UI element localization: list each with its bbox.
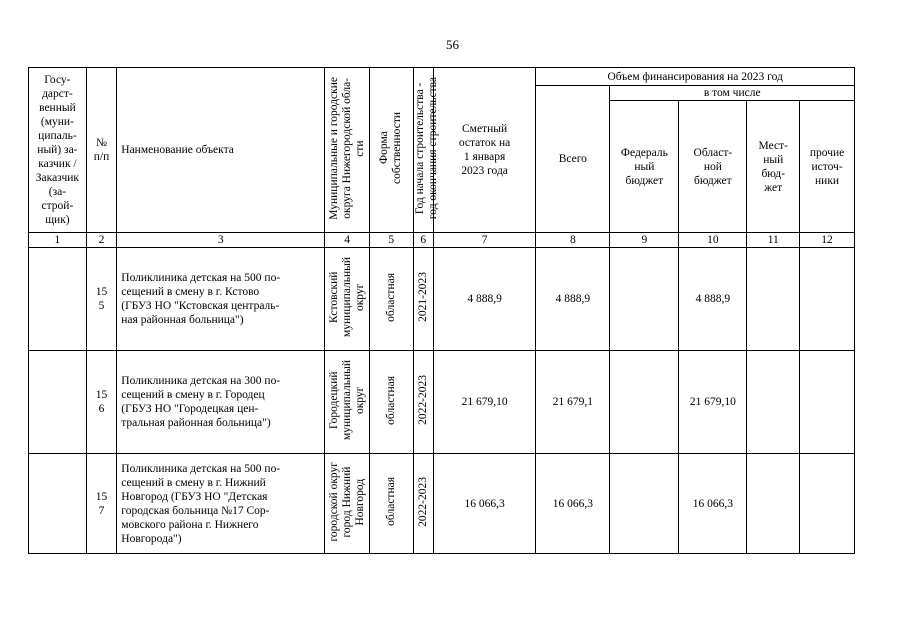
row-total: 21 679,1 [536,351,610,454]
table-row [29,351,855,454]
header-remaining: Сметный остаток на 1 января 2023 года [433,68,535,233]
row-object-name: Поликлиника детская на 500 по- сещений в смену в г. Нижний Новгород (ГБУЗ НО "Детская городская больница №17 Сор- мовского района г. Нижнего Новгорода") [117,454,325,554]
table-row [29,454,855,554]
column-number: 10 [679,233,747,248]
row-total: 4 888,9 [536,248,610,351]
row-total: 16 066,3 [536,454,610,554]
header-local: Мест- ный бюд- жет [747,101,800,233]
column-number: 7 [433,233,535,248]
column-number: 4 [325,233,370,248]
column-number: 9 [610,233,679,248]
row-municipality: городской округ город Нижний Новгород [325,454,370,554]
header-years: Год начала строительства - год окончания строительства [413,68,433,233]
column-number: 5 [369,233,413,248]
header-object-name: Нанменование объекта [117,68,325,233]
row-local [747,248,800,351]
header-funding-2023: Объем финансирования на 2023 год [536,68,855,86]
row-regional: 21 679,10 [679,351,747,454]
column-number: 12 [800,233,855,248]
row-remaining: 4 888,9 [433,248,535,351]
column-number: 6 [413,233,433,248]
row-remaining: 16 066,3 [433,454,535,554]
header-customer: Госу- дарст- венный (муни- ципаль- ный) за- казчик / Заказчик (за- строй- щик) [29,68,87,233]
row-number: 15 7 [86,454,116,554]
row-number: 15 6 [86,351,116,454]
row-object-name: Поликлиника детская на 300 по- сещений в смену в г. Городец (ГБУЗ НО "Городецкая цен- тральная районная больница") [117,351,325,454]
row-regional: 4 888,9 [679,248,747,351]
row-years: 2022-2023 [413,454,433,554]
row-federal [610,351,679,454]
row-years: 2021-2023 [413,248,433,351]
column-number: 8 [536,233,610,248]
row-object-name: Поликлиника детская на 500 по- сещений в смену в г. Кстово (ГБУЗ НО "Кстовская централь- ная районная больница") [117,248,325,351]
column-number: 3 [117,233,325,248]
row-municipality: Кстовский муниципальный округ [325,248,370,351]
row-ownership: областная [369,248,413,351]
header-municipality: Муниципальные и городские округа Нижегородской обла- сти [325,68,370,233]
header-federal: Федераль ный бюджет [610,101,679,233]
row-customer [29,454,87,554]
header-regional: Област- ной бюджет [679,101,747,233]
row-other [800,351,855,454]
header-row-number: № п/п [86,68,116,233]
row-regional: 16 066,3 [679,454,747,554]
row-federal [610,454,679,554]
row-number: 15 5 [86,248,116,351]
row-customer [29,248,87,351]
column-number-row [29,233,855,248]
column-number: 1 [29,233,87,248]
financing-table [28,67,855,554]
page-number: 56 [446,37,459,52]
row-local [747,351,800,454]
row-local [747,454,800,554]
header-other: прочие источ- ники [800,101,855,233]
header-ownership: Форма собственности [369,68,413,233]
header-total: Всего [536,86,610,233]
table-row [29,248,855,351]
row-remaining: 21 679,10 [433,351,535,454]
column-number: 2 [86,233,116,248]
row-federal [610,248,679,351]
row-ownership: областная [369,351,413,454]
header-including: в том числе [610,86,855,101]
row-customer [29,351,87,454]
row-other [800,248,855,351]
row-municipality: Городецкий муниципальный округ [325,351,370,454]
column-number: 11 [747,233,800,248]
row-other [800,454,855,554]
row-ownership: областная [369,454,413,554]
header-row [29,68,855,86]
row-years: 2022-2023 [413,351,433,454]
